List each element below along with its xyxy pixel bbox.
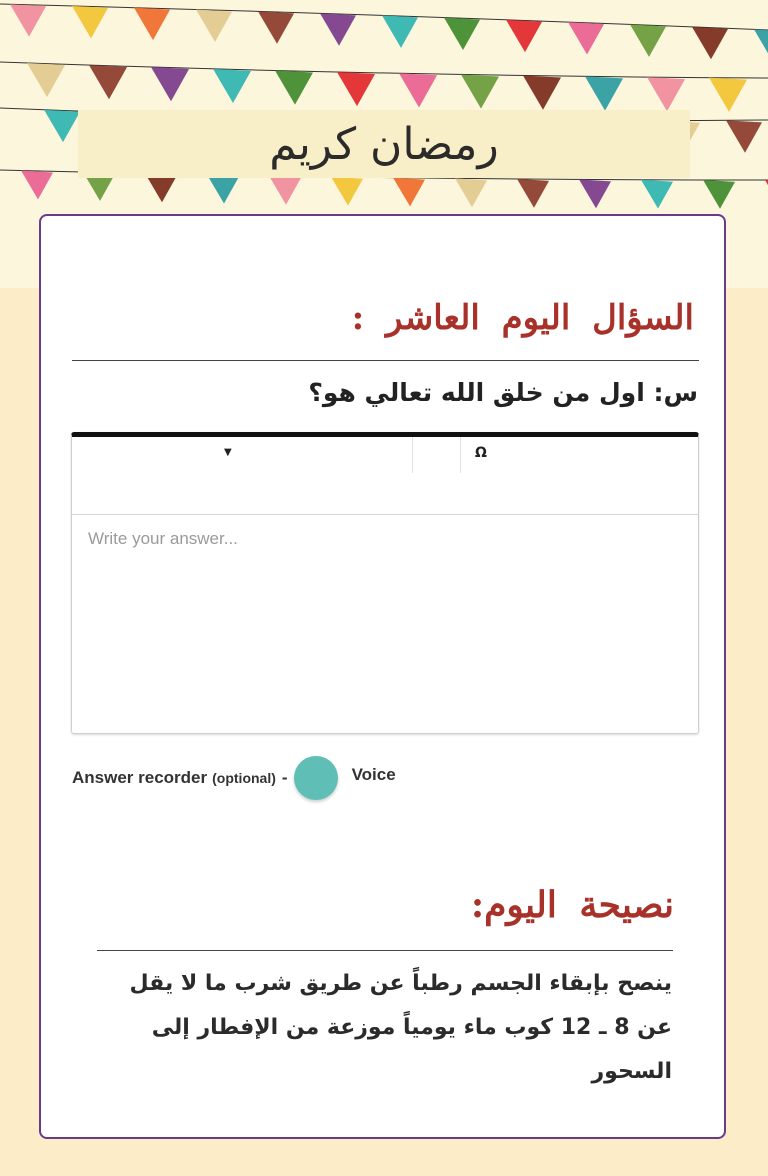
bunting-flag [196, 9, 232, 41]
special-character-icon[interactable]: Ω [475, 445, 487, 461]
bunting-flag [517, 179, 549, 208]
bunting-flag [523, 76, 561, 110]
bunting-flag [331, 177, 363, 206]
bunting-flag [568, 22, 604, 54]
bunting-flag [726, 120, 762, 152]
page-title-box [78, 110, 690, 178]
question-heading: السؤال اليوم العاشر : [351, 298, 694, 338]
tip-divider [97, 950, 673, 951]
bunting-flag [207, 175, 239, 204]
bunting-flag [89, 65, 127, 99]
bunting-flag [461, 74, 499, 108]
answer-input[interactable]: Write your answer... [88, 529, 238, 548]
recorder-dash: - [281, 768, 288, 787]
bunting-flag [72, 6, 108, 38]
bunting-flag [506, 20, 542, 52]
record-voice-button[interactable] [294, 756, 338, 800]
caret-down-icon: ▼ [224, 447, 232, 458]
bunting-flag [382, 15, 418, 47]
editor-toolbar [72, 437, 698, 515]
bunting-flag [44, 110, 80, 142]
bunting-flag [213, 69, 251, 103]
recorder-label: Answer recorder [72, 768, 208, 787]
voice-label: Voice [351, 765, 396, 784]
bunting-flag [320, 13, 356, 45]
bunting-flag [269, 176, 301, 205]
page-title: رمضان كريم [269, 118, 499, 170]
bunting-flag [703, 180, 735, 209]
bunting-flag [10, 4, 46, 36]
bunting-flag [275, 70, 313, 104]
bunting-flag [393, 178, 425, 207]
bunting-flag [641, 180, 673, 209]
bunting-flag [151, 67, 189, 101]
bunting-flag [579, 179, 611, 208]
answer-editor [71, 432, 699, 734]
question-text: س: اول من خلق الله تعالي هو؟ [308, 378, 698, 407]
bunting-flag [630, 24, 666, 56]
bunting-flag [585, 76, 623, 110]
tip-text: ينصح بإبقاء الجسم رطباً عن طريق شرب ما لا يقل عن 8 ـ 12 كوب ماء يومياً موزعة من الإفطار إلى السحور [129, 971, 672, 1084]
bunting-flag [21, 171, 53, 200]
bunting-flag [754, 29, 768, 61]
bunting-flag [134, 8, 170, 40]
bunting-flag [647, 77, 685, 111]
bunting-flag [399, 73, 437, 107]
question-card [39, 214, 726, 1139]
recorder-optional-label: (optional) [212, 770, 276, 786]
bunting-flag [455, 178, 487, 207]
format-dropdown[interactable] [72, 437, 413, 473]
answer-recorder [72, 754, 396, 802]
bunting-flag [444, 18, 480, 50]
bunting-flag [709, 78, 747, 112]
bunting-flag [337, 72, 375, 106]
tip-heading: نصيحة اليوم: [470, 884, 674, 926]
bunting-flag [27, 63, 65, 97]
bunting-flag [692, 27, 728, 59]
toolbar-button-blank[interactable] [412, 437, 461, 473]
bunting-flag [258, 11, 294, 43]
heading-divider [72, 360, 699, 361]
